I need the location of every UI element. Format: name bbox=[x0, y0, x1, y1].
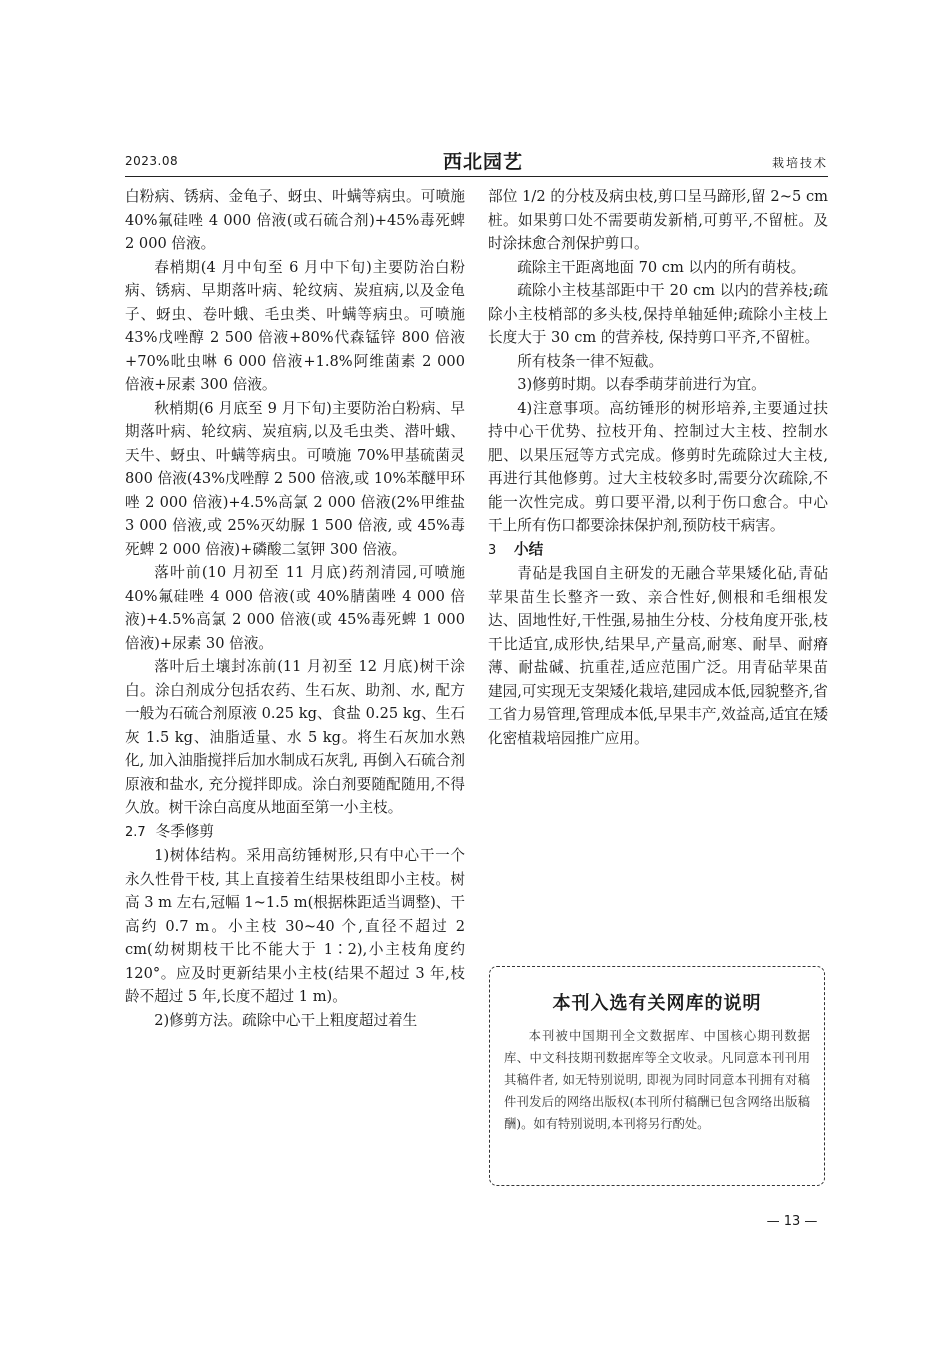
right-column bbox=[488, 185, 828, 750]
header-rule bbox=[125, 176, 828, 177]
page-header bbox=[125, 152, 828, 174]
notice-box bbox=[489, 966, 825, 1186]
paragraph: 3)修剪时期。以春季萌芽前进行为宜。 bbox=[517, 376, 766, 393]
paragraph: 春梢期(4 月中旬至 6 月中下旬)主要防治白粉病、锈病、早期落叶病、轮纹病、炭疽病,以及金龟子、蚜虫、卷叶蛾、毛虫类、叶螨等病虫。可喷施 43%戊唑醇 2 500 倍液+80%代森锰锌 800 倍液+70%吡虫啉 6 000 倍液+1.8%阿维菌素 2 000 倍液+尿素 300 倍液。 bbox=[125, 258, 465, 393]
paragraph: 疏除主干距离地面 70 cm 以内的所有萌枝。 bbox=[517, 258, 806, 276]
paragraph: 所有枝条一律不短截。 bbox=[517, 352, 664, 370]
paragraph: 1)树体结构。采用高纺锤树形,只有中心干一个永久性骨干枝, 其上直接着生结果枝组即小主枝。树高 3 m 左右,冠幅 1~1.5 m(根据株距适当调整)、干高约 0.7 m。小主枝 30~40 个,直径不超过 2 cm(幼树期枝干比不能大于 1∶2),小主枝角度约 120°。应及时更新结果小主枝(结果不超过 3 年,枝龄不超过 5 年,长度不超过 1 m)。 bbox=[125, 847, 465, 1005]
notice-body: 本刊被中国期刊全文数据库、中国核心期刊数据库、中文科技期刊数据库等全文收录。凡同意本刊刊用其稿件者, 如无特别说明, 即视为同时同意本刊拥有对稿件刊发后的网络出版权(本刊所付稿酬已包含网络出版稿酬)。如有特别说明,本刊将另行酌处。 bbox=[504, 1029, 810, 1131]
paragraph: 落叶后土壤封冻前(11 月初至 12 月底)树干涂白。涂白剂成分包括农药、生石灰、助剂、水, 配方一般为石硫合剂原液 0.25 kg、食盐 0.25 kg、生石灰 1.5 kg、油脂适量、水 5 kg。将生石灰加水熟化, 加入油脂搅拌后加水制成石灰乳, 再倒入石硫合剂原液和盐水, 充分搅拌即成。涂白剂要随配随用,不得久放。树干涂白高度从地面至第一小主枝。 bbox=[125, 658, 465, 816]
section-heading bbox=[125, 820, 465, 845]
journal-logo: 西北园艺 bbox=[443, 151, 524, 173]
left-column bbox=[125, 185, 465, 1032]
paragraph: 2)修剪方法。疏除中心干上粗度超过着生 bbox=[154, 1011, 418, 1029]
paragraph: 白粉病、锈病、金龟子、蚜虫、叶螨等病虫。可喷施 40%氟硅唑 4 000 倍液(或石硫合剂)+45%毒死蜱 2 000 倍液。 bbox=[125, 188, 465, 252]
issue-date: 2023.08 bbox=[125, 154, 179, 168]
paragraph: 青砧是我国自主研发的无融合苹果矮化砧,青砧苹果苗生长整齐一致、亲合性好,侧根和毛细根发达、固地性好,干性强,易抽生分枝、分枝角度开张,枝干比适宜,成形快,结果早,产量高,耐寒、耐旱、耐瘠薄、耐盐碱、抗重茬,适应范围广泛。用青砧苹果苗建园,可实现无支架矮化栽培,建园成本低,园貌整齐,省工省力易管理,管理成本低,早果丰产,效益高,适宜在矮化密植栽培园推广应用。 bbox=[488, 565, 828, 747]
notice-title: 本刊入选有关网库的说明 bbox=[552, 993, 762, 1014]
section-number: 2.7 bbox=[125, 824, 146, 840]
section-title: 小结 bbox=[514, 540, 544, 558]
paragraph: 疏除小主枝基部距中干 20 cm 以内的营养枝;疏除小主枝梢部的多头枝,保持单轴延伸;疏除小主枝上长度大于 30 cm 的营养枝, 保持剪口平齐,不留桩。 bbox=[488, 282, 828, 346]
paragraph: 部位 1/2 的分枝及病虫枝,剪口呈马蹄形,留 2~5 cm 桩。如果剪口处不需要萌发新梢,可剪平,不留桩。及时涂抹愈合剂保护剪口。 bbox=[488, 188, 828, 252]
section-name: 栽培技术 bbox=[771, 156, 828, 170]
section-title: 冬季修剪 bbox=[155, 822, 215, 840]
paragraph: 秋梢期(6 月底至 9 月下旬)主要防治白粉病、早期落叶病、轮纹病、炭疽病,以及毛虫类、潜叶蛾、天牛、蚜虫、叶螨等病虫。可喷施 70%甲基硫菌灵 800 倍液(43%戊唑醇 2 500 倍液,或 10%苯醚甲环唑 2 000 倍液)+4.5%高氯 2 000 倍液(2%甲维盐 3 000 倍液,或 25%灭幼脲 1 500 倍液, 或 45%毒死蜱 2 000 倍液)+磷酸二氢钾 300 倍液。 bbox=[125, 399, 465, 558]
paragraph: 4)注意事项。高纺锤形的树形培养,主要通过扶持中心干优势、拉枝开角、控制过大主枝、控制水肥、以果压冠等方式完成。修剪时先疏除过大主枝,再进行其他修剪。过大主枝较多时,需要分次疏除,不能一次性完成。剪口要平滑,以利于伤口愈合。中心干上所有伤口都要涂抹保护剂,预防枝干病害。 bbox=[488, 399, 828, 534]
section-number: 3 bbox=[488, 542, 497, 558]
paragraph: 落叶前(10 月初至 11 月底)药剂清园,可喷施 40%氟硅唑 4 000 倍液(或 40%腈菌唑 4 000 倍液)+4.5%高氯 2 000 倍液(或 45%毒死蜱 1 000 倍液)+尿素 30 倍液。 bbox=[125, 564, 465, 652]
page-number: — 13 — bbox=[766, 1214, 818, 1229]
section-heading bbox=[488, 538, 828, 563]
